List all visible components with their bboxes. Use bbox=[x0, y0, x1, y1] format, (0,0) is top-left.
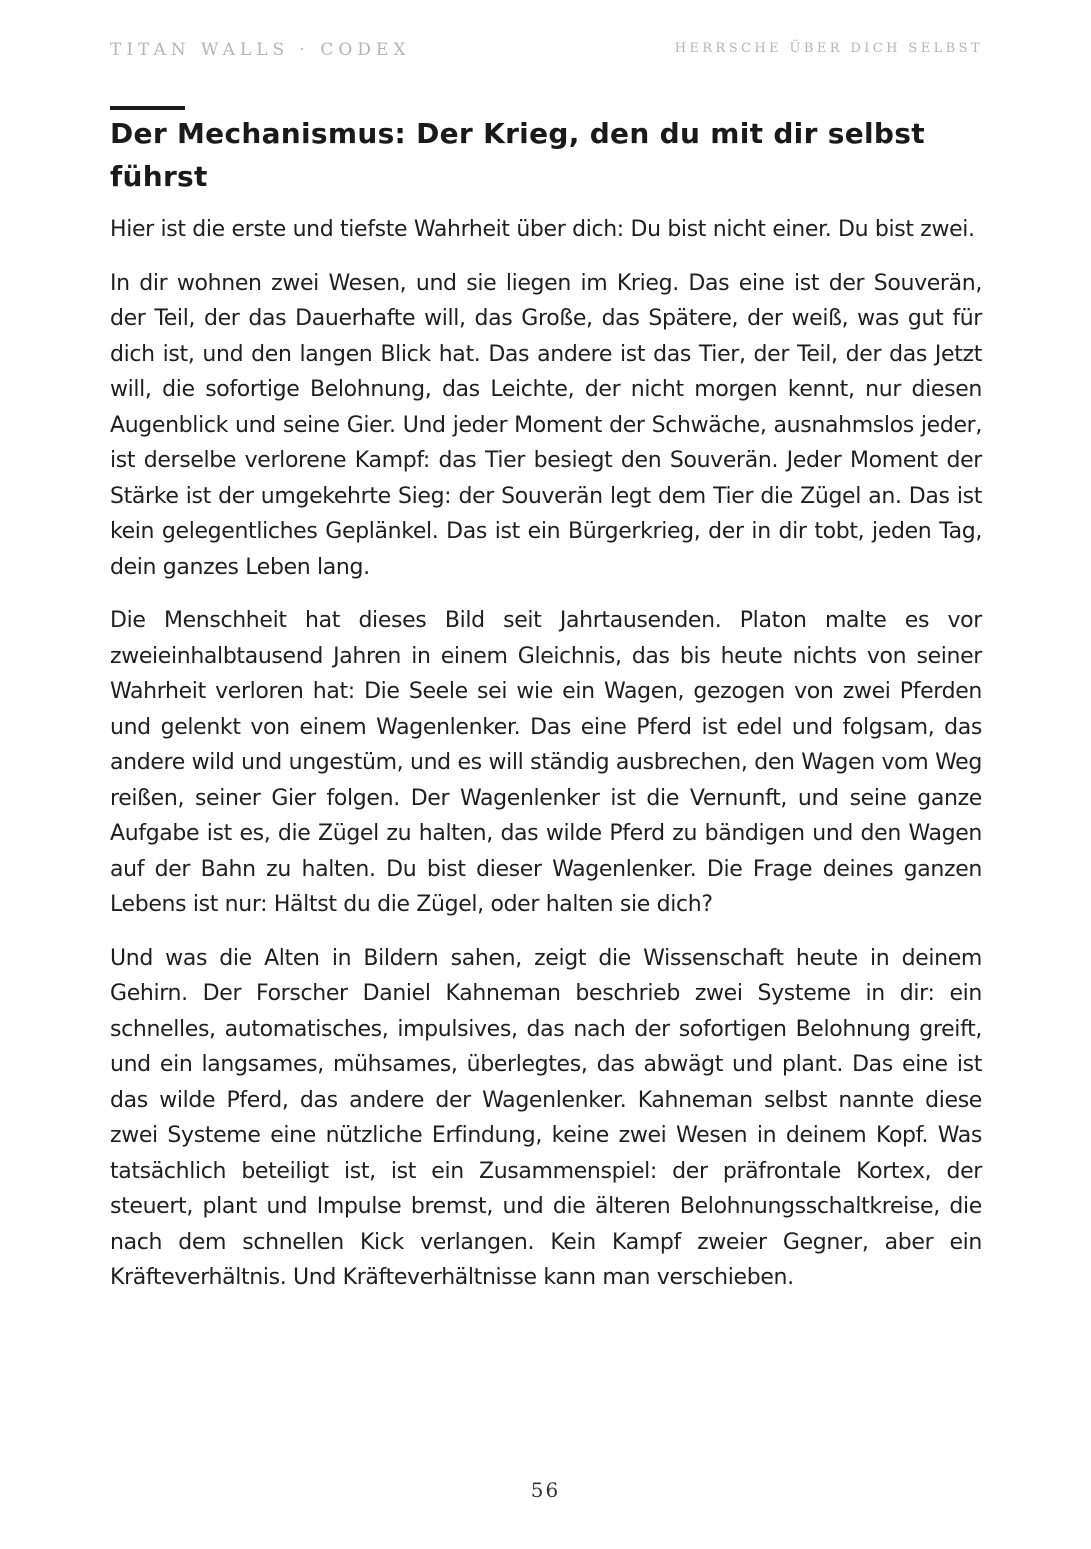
paragraph: Hier ist die erste und tiefste Wahrheit über dich: Du bist nicht einer. Du bist zwei. bbox=[110, 217, 975, 242]
page-number: 56 bbox=[530, 1478, 561, 1502]
section-title-rule bbox=[110, 106, 185, 110]
paragraph: Die Menschheit hat dieses Bild seit Jahrtausenden. Platon malte es vor zweieinhalbtausend Jahren in einem Gleichnis, das bis heute nichts von seiner Wahrheit verloren hat: Die Seele sei wie ein Wagen, gezogen von zwei Pferden und gelenkt von einem Wagenlenker. Das eine Pferd ist edel und folgsam, das andere wild und ungestüm, und es will ständig ausbrechen, den Wagen vom Weg reißen, seiner Gier folgen. Der Wagenlenker ist die Vernunft, und seine ganze Aufgabe ist es, die Zügel zu halten, das wilde Pferd zu bändigen und den Wagen auf der Bahn zu halten. Du bist dieser Wagenlenker. Die Frage deines ganzen Lebens ist nur: Hältst du die Zügel, oder halten sie dich? bbox=[110, 608, 982, 917]
section-title: Der Mechanismus: Der Krieg, den du mit dir selbst führst bbox=[110, 117, 925, 193]
page-content bbox=[110, 112, 982, 1314]
paragraph: In dir wohnen zwei Wesen, und sie liegen im Krieg. Das eine ist der Souverän, der Teil, der das Dauerhafte will, das Große, das Spätere, der weiß, was gut für dich ist, und den langen Blick hat. Das andere ist das Tier, der Teil, der das Jetzt will, die sofortige Belohnung, das Leichte, der nicht morgen kennt, nur diesen Augenblick und seine Gier. Und jeder Moment der Schwäche, ausnahmslos jeder, ist derselbe verlorene Kampf: das Tier besiegt den Souverän. Jeder Moment der Stärke ist der umgekehrte Sieg: der Souverän legt dem Tier die Zügel an. Das ist kein gelegentliches Geplänkel. Das ist ein Bürgerkrieg, der in dir tobt, jeden Tag, dein ganzes Leben lang. bbox=[110, 270, 982, 580]
header-book-title: TITAN WALLS · CODEX bbox=[110, 40, 411, 60]
header-chapter-title: HERRSCHE ÜBER DICH SELBST bbox=[674, 41, 983, 56]
paragraph: Und was die Alten in Bildern sahen, zeigt die Wissenschaft heute in deinem Gehirn. Der Forscher Daniel Kahneman beschrieb zwei Systeme in dir: ein schnelles, automatisches, impulsives, das nach der sofortigen Belohnung greift, und ein langsames, mühsames, überlegtes, das abwägt und plant. Das eine ist das wilde Pferd, das andere der Wagenlenker. Kahneman selbst nannte diese zwei Systeme eine nützliche Erfindung, keine zwei Wesen in deinem Kopf. Was tatsächlich beteiligt ist, ist ein Zusammenspiel: der präfrontale Kortex, der steuert, plant und Impulse bremst, und die älteren Belohnungsschaltkreise, die nach dem schnellen Kick verlangen. Kein Kampf zweier Gegner, aber ein Kräfteverhältnis. Und Kräfteverhältnisse kann man verschieben. bbox=[110, 945, 982, 1290]
running-header bbox=[110, 40, 983, 64]
